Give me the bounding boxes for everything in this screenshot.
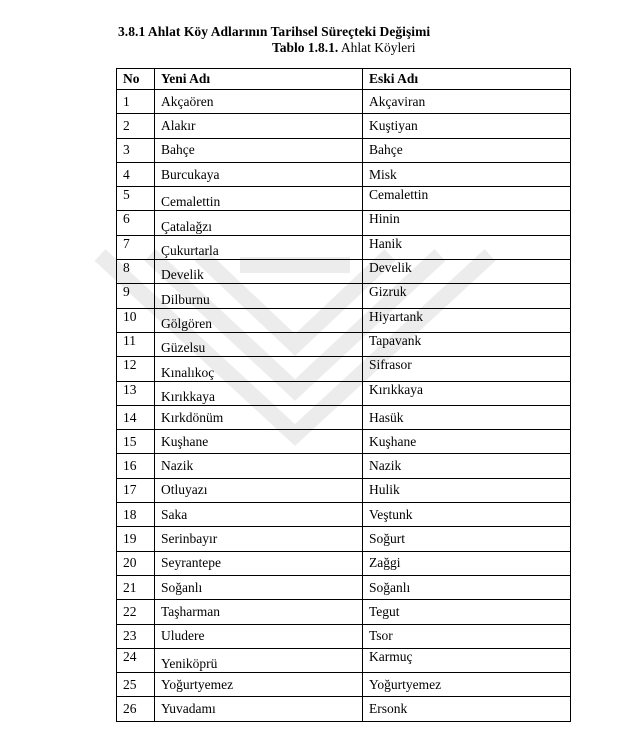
table-caption bbox=[272, 40, 416, 56]
cell-new-name: Yeniköprü bbox=[155, 648, 363, 672]
cell-new-name: Akçaören bbox=[155, 90, 363, 114]
cell-no: 22 bbox=[117, 600, 155, 624]
table-row bbox=[117, 235, 571, 259]
cell-old-name: Hanik bbox=[363, 235, 571, 259]
cell-no: 13 bbox=[117, 381, 155, 405]
cell-no: 16 bbox=[117, 454, 155, 478]
table-row bbox=[117, 284, 571, 308]
cell-no: 4 bbox=[117, 162, 155, 186]
table-row bbox=[117, 503, 571, 527]
cell-old-name: Akçaviran bbox=[363, 90, 571, 114]
cell-old-name: Bahçe bbox=[363, 138, 571, 162]
cell-old-name: Tegut bbox=[363, 600, 571, 624]
cell-new-name: Nazik bbox=[155, 454, 363, 478]
cell-new-name: Uludere bbox=[155, 624, 363, 648]
cell-old-name: Cemalettin bbox=[363, 187, 571, 211]
cell-new-name: Burcukaya bbox=[155, 162, 363, 186]
table-row bbox=[117, 332, 571, 356]
cell-old-name: Zağgi bbox=[363, 551, 571, 575]
table-caption-text: Ahlat Köyleri bbox=[340, 40, 416, 55]
header-old-name: Eski Adı bbox=[363, 69, 571, 90]
cell-old-name: Karmuç bbox=[363, 648, 571, 672]
villages-table bbox=[116, 68, 571, 722]
table-row bbox=[117, 138, 571, 162]
cell-no: 20 bbox=[117, 551, 155, 575]
cell-no: 8 bbox=[117, 260, 155, 284]
cell-new-name: Alakır bbox=[155, 114, 363, 138]
cell-no: 23 bbox=[117, 624, 155, 648]
cell-old-name: Yoğurtyemez bbox=[363, 673, 571, 697]
cell-no: 14 bbox=[117, 405, 155, 429]
cell-no: 2 bbox=[117, 114, 155, 138]
cell-new-name: Güzelsu bbox=[155, 332, 363, 356]
cell-no: 15 bbox=[117, 430, 155, 454]
cell-new-name: Kuşhane bbox=[155, 430, 363, 454]
table-row bbox=[117, 187, 571, 211]
table-row bbox=[117, 90, 571, 114]
cell-new-name: Develik bbox=[155, 260, 363, 284]
cell-new-name: Saka bbox=[155, 503, 363, 527]
cell-old-name: Hulik bbox=[363, 478, 571, 502]
table-row bbox=[117, 357, 571, 381]
table-row bbox=[117, 527, 571, 551]
cell-old-name: Develik bbox=[363, 260, 571, 284]
table-row bbox=[117, 624, 571, 648]
table-row bbox=[117, 308, 571, 332]
table-row bbox=[117, 114, 571, 138]
table-row bbox=[117, 405, 571, 429]
cell-old-name: Hasük bbox=[363, 405, 571, 429]
table-row bbox=[117, 260, 571, 284]
cell-no: 21 bbox=[117, 575, 155, 599]
cell-old-name: Kırıkkaya bbox=[363, 381, 571, 405]
cell-new-name: Cemalettin bbox=[155, 187, 363, 211]
cell-no: 19 bbox=[117, 527, 155, 551]
cell-new-name: Seyrantepe bbox=[155, 551, 363, 575]
cell-new-name: Otluyazı bbox=[155, 478, 363, 502]
cell-no: 1 bbox=[117, 90, 155, 114]
cell-new-name: Çukurtarla bbox=[155, 235, 363, 259]
table-row bbox=[117, 551, 571, 575]
cell-new-name: Gölgören bbox=[155, 308, 363, 332]
table-caption-number: Tablo 1.8.1. bbox=[272, 40, 339, 55]
table-row bbox=[117, 478, 571, 502]
cell-new-name: Kınalıkoç bbox=[155, 357, 363, 381]
cell-new-name: Yuvadamı bbox=[155, 697, 363, 721]
table-header-row bbox=[117, 69, 571, 90]
header-new-name: Yeni Adı bbox=[155, 69, 363, 90]
cell-old-name: Tapavank bbox=[363, 332, 571, 356]
cell-no: 3 bbox=[117, 138, 155, 162]
cell-no: 24 bbox=[117, 648, 155, 672]
cell-new-name: Çatalağzı bbox=[155, 211, 363, 235]
cell-no: 18 bbox=[117, 503, 155, 527]
cell-old-name: Hiyartank bbox=[363, 308, 571, 332]
cell-old-name: Sifrasor bbox=[363, 357, 571, 381]
table-row bbox=[117, 430, 571, 454]
cell-old-name: Tsor bbox=[363, 624, 571, 648]
table-row bbox=[117, 211, 571, 235]
cell-old-name: Misk bbox=[363, 162, 571, 186]
cell-new-name: Taşharman bbox=[155, 600, 363, 624]
cell-old-name: Kuşhane bbox=[363, 430, 571, 454]
table-row bbox=[117, 454, 571, 478]
cell-old-name: Ersonk bbox=[363, 697, 571, 721]
table-row bbox=[117, 600, 571, 624]
cell-old-name: Nazik bbox=[363, 454, 571, 478]
cell-no: 26 bbox=[117, 697, 155, 721]
cell-new-name: Dilburnu bbox=[155, 284, 363, 308]
cell-no: 10 bbox=[117, 308, 155, 332]
table-row bbox=[117, 673, 571, 697]
cell-no: 17 bbox=[117, 478, 155, 502]
cell-old-name: Kuştiyan bbox=[363, 114, 571, 138]
table-row bbox=[117, 381, 571, 405]
table-row bbox=[117, 575, 571, 599]
section-heading: 3.8.1 Ahlat Köy Adlarının Tarihsel Süreçteki Değişimi bbox=[118, 24, 431, 39]
cell-no: 9 bbox=[117, 284, 155, 308]
cell-no: 12 bbox=[117, 357, 155, 381]
cell-no: 5 bbox=[117, 187, 155, 211]
cell-new-name: Bahçe bbox=[155, 138, 363, 162]
cell-old-name: Hinin bbox=[363, 211, 571, 235]
cell-old-name: Soğanlı bbox=[363, 575, 571, 599]
cell-new-name: Soğanlı bbox=[155, 575, 363, 599]
cell-new-name: Kırkdönüm bbox=[155, 405, 363, 429]
table-row bbox=[117, 697, 571, 721]
table-row bbox=[117, 648, 571, 672]
cell-old-name: Soğurt bbox=[363, 527, 571, 551]
cell-no: 7 bbox=[117, 235, 155, 259]
cell-new-name: Serinbayır bbox=[155, 527, 363, 551]
header-no: No bbox=[117, 69, 155, 90]
cell-old-name: Veştunk bbox=[363, 503, 571, 527]
cell-no: 11 bbox=[117, 332, 155, 356]
cell-new-name: Kırıkkaya bbox=[155, 381, 363, 405]
cell-new-name: Yoğurtyemez bbox=[155, 673, 363, 697]
cell-no: 6 bbox=[117, 211, 155, 235]
table-row bbox=[117, 162, 571, 186]
cell-old-name: Gizruk bbox=[363, 284, 571, 308]
cell-no: 25 bbox=[117, 673, 155, 697]
